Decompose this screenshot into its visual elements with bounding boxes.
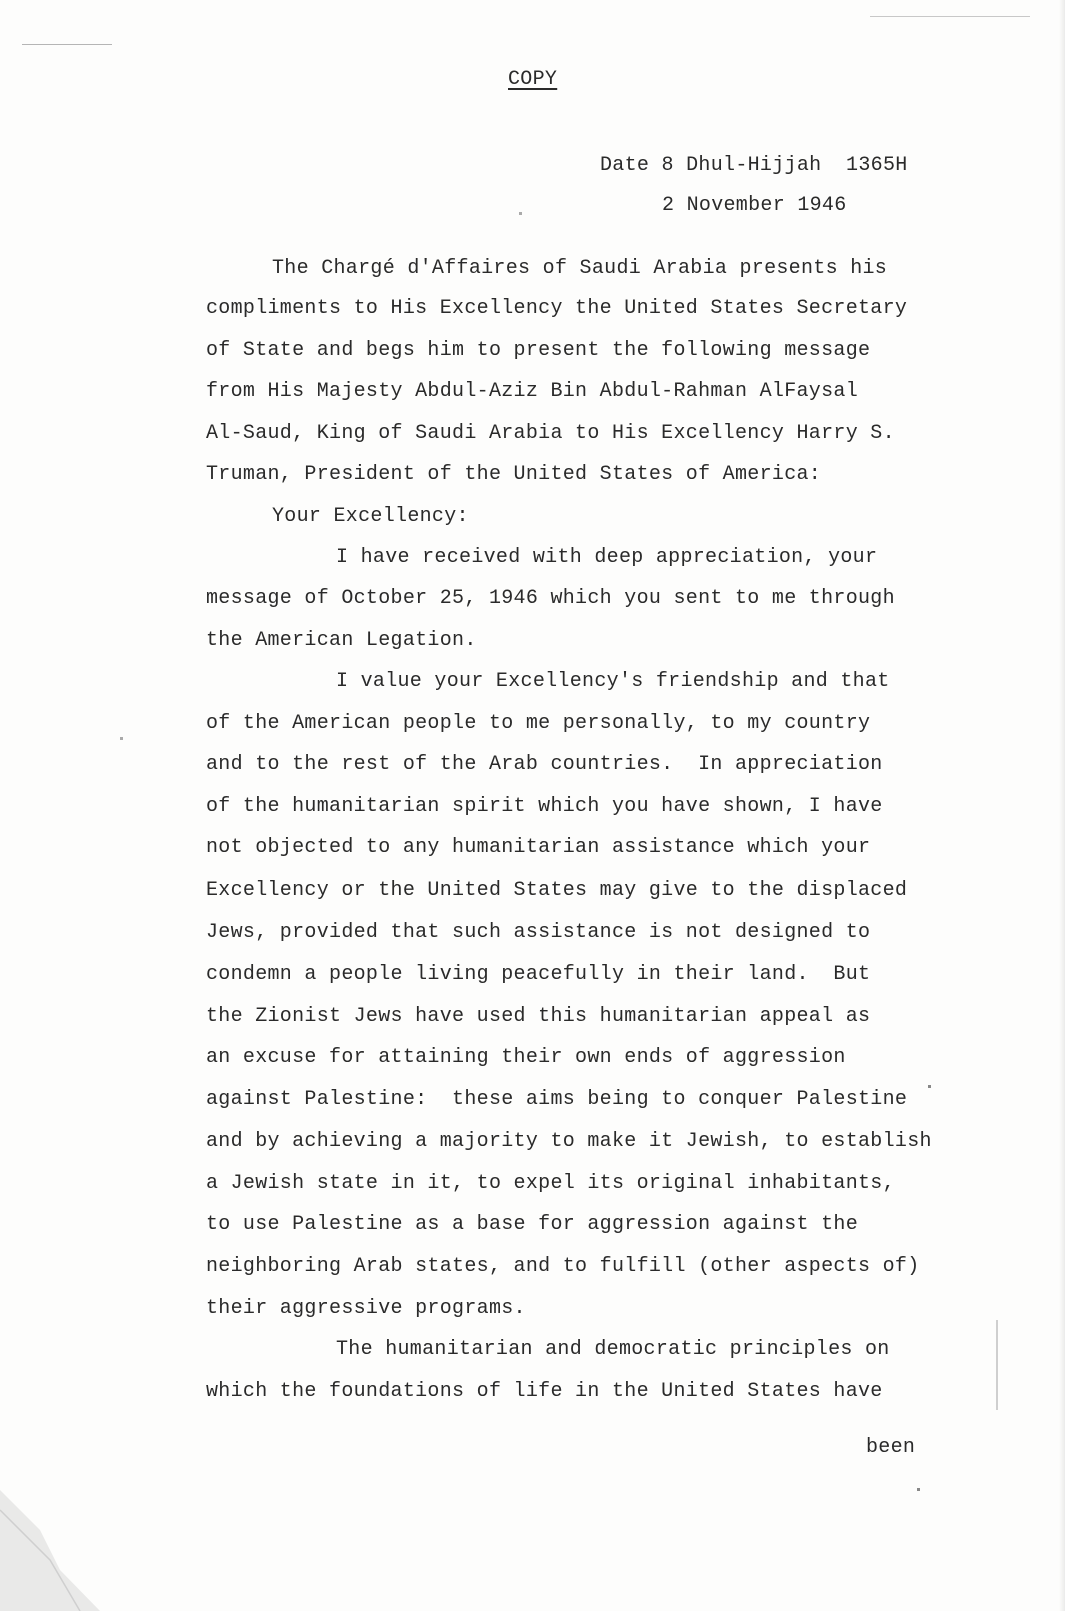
date-hijri: Date 8 Dhul-Hijjah 1365H (600, 154, 908, 177)
body-line: from His Majesty Abdul-Aziz Bin Abdul-Rahman AlFaysal (206, 380, 859, 403)
salutation: Your Excellency: (272, 505, 469, 528)
body-line: The Chargé d'Affaires of Saudi Arabia presents his (272, 257, 888, 280)
continuation-catchword: been (866, 1436, 916, 1459)
body-line: I value your Excellency's friendship and that (336, 670, 890, 693)
scan-mark (870, 16, 1030, 17)
body-line: a Jewish state in it, to expel its original inhabitants, (206, 1172, 895, 1195)
body-line: their aggressive programs. (206, 1297, 526, 1320)
body-line: Truman, President of the United States of America: (206, 463, 822, 486)
date-gregorian: 2 November 1946 (662, 194, 847, 217)
body-line: and by achieving a majority to make it Jewish, to establish (206, 1130, 932, 1153)
body-line: message of October 25, 1946 which you sent to me through (206, 587, 895, 610)
body-line: I have received with deep appreciation, your (336, 546, 878, 569)
body-line: and to the rest of the Arab countries. In appreciation (206, 753, 883, 776)
body-line: neighboring Arab states, and to fulfill (other aspects of) (206, 1255, 920, 1278)
body-line: Excellency or the United States may give to the displaced (206, 879, 908, 902)
body-line: The humanitarian and democratic principles on (336, 1338, 890, 1361)
body-line: to use Palestine as a base for aggression against the (206, 1213, 859, 1236)
body-line: of the American people to me personally, to my country (206, 712, 871, 735)
body-line: condemn a people living peacefully in their land. But (206, 963, 871, 986)
scan-mark (22, 44, 112, 45)
body-line: of State and begs him to present the following message (206, 339, 871, 362)
scan-mark (120, 737, 123, 740)
body-line: the Zionist Jews have used this humanitarian appeal as (206, 1005, 871, 1028)
body-line: not objected to any humanitarian assistance which your (206, 836, 871, 859)
body-line: Al-Saud, King of Saudi Arabia to His Excellency Harry S. (206, 422, 895, 445)
scan-mark (996, 1320, 998, 1410)
body-line: of the humanitarian spirit which you have shown, I have (206, 795, 883, 818)
body-line: against Palestine: these aims being to conquer Palestine (206, 1088, 908, 1111)
scan-mark (519, 212, 522, 215)
body-line: which the foundations of life in the United States have (206, 1380, 883, 1403)
document-heading: COPY (508, 68, 558, 91)
body-line: Jews, provided that such assistance is not designed to (206, 921, 871, 944)
body-line: compliments to His Excellency the United States Secretary (206, 297, 908, 320)
body-line: an excuse for attaining their own ends of aggression (206, 1046, 846, 1069)
corner-fold-shadow (0, 1490, 130, 1611)
body-line: the American Legation. (206, 629, 477, 652)
scan-mark (917, 1488, 920, 1491)
page-edge-shadow (1059, 0, 1065, 1611)
scan-mark (928, 1085, 931, 1088)
